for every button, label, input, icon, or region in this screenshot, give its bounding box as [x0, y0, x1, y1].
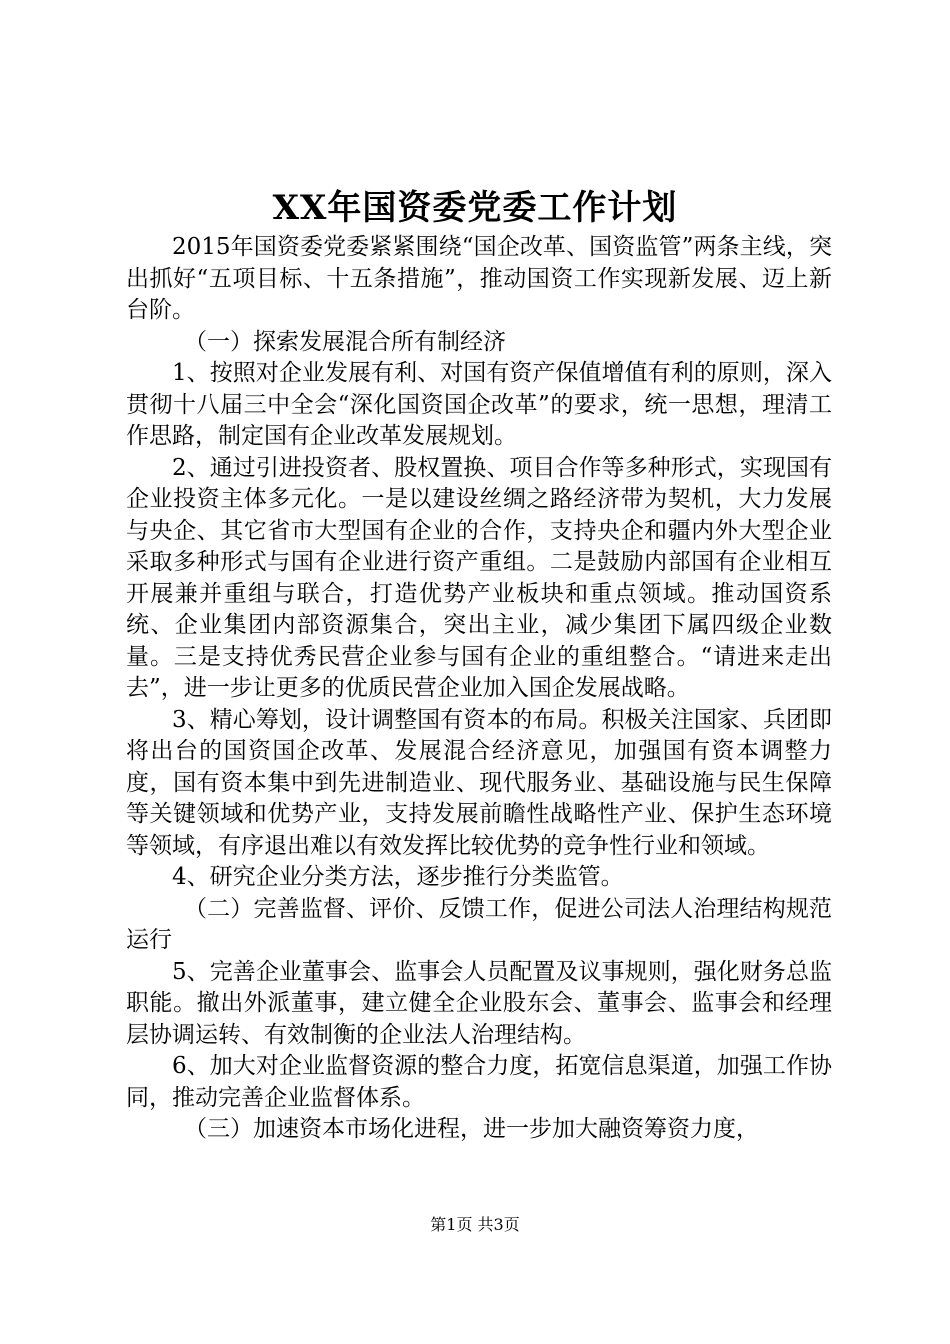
paragraph-item-4: 4、研究企业分类方法，逐步推行分类监管。	[172, 864, 624, 890]
document-title: XX年国资委党委工作计划	[272, 188, 678, 228]
page-footer: 第1页 共3页	[430, 1215, 520, 1234]
paragraph-item-5: 5、完善企业董事会、监事会人员配置及议事规则，强化财务总监职能。撤出外派董事，建立健全企业股东会、董事会、监事会和经理层协调运转、有效制衡的企业法人治理结构。	[126, 958, 832, 1048]
document-body	[126, 232, 832, 1146]
paragraph-item-6: 6、加大对企业监督资源的整合力度，拓宽信息渠道，加强工作协同，推动完善企业监督体系。	[126, 1053, 832, 1111]
section-heading-3: （三）加速资本市场化进程，进一步加大融资筹资力度，	[184, 1116, 759, 1142]
section-heading-1: （一）探索发展混合所有制经济	[184, 328, 506, 355]
paragraph-item-2: 2、通过引进投资者、股权置换、项目合作等多种形式，实现国有企业投资主体多元化。一是以建设丝绸之路经济带为契机，大力发展与央企、其它省市大型国有企业的合作，支持央企和疆内外大型企业采取多种形式与国有企业进行资产重组。二是鼓励内部国有企业相互开展兼并重组与联合，打造优势产业板块和重点领域。推动国资系统、企业集团内部资源集合，突出主业，减少集团下属四级企业数量。三是支持优秀民营企业参与国有企业的重组整合。“请进来走出去”，进一步让更多的优质民营企业加入国企发展战略。	[126, 454, 832, 701]
paragraph-intro: 2015年国资委党委紧紧围绕“国企改革、国资监管”两条主线，突出抓好“五项目标、十五条措施”，推动国资工作实现新发展、迈上新台阶。	[126, 234, 832, 323]
section-heading-2: （二）完善监督、评价、反馈工作，促进公司法人治理结构规范运行	[126, 895, 832, 953]
paragraph-item-3: 3、精心筹划，设计调整国有资本的布局。积极关注国家、兵团即将出台的国资国企改革、发展混合经济意见，加强国有资本调整力度，国有资本集中到先进制造业、现代服务业、基础设施与民生保障等关键领域和优势产业，支持发展前瞻性战略性产业、保护生态环境等领域，有序退出难以有效发挥比较优势的竞争性行业和领域。	[126, 706, 832, 859]
paragraph-item-1: 1、按照对企业发展有利、对国有资产保值增值有利的原则，深入贯彻十八届三中全会“深化国资国企改革”的要求，统一思想，理清工作思路，制定国有企业改革发展规划。	[126, 360, 832, 449]
